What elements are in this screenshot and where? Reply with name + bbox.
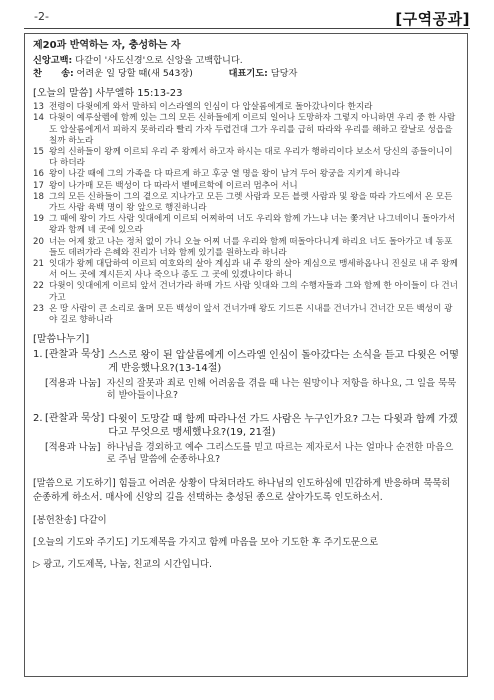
- section-badge: [구역공과]: [395, 10, 470, 28]
- verse-23: [33, 304, 459, 326]
- verse-text: 너는 어제 왔고 나는 정처 없이 가니 오늘 어찌 너를 우리와 함께 떠돌아다니게 하리요 너도 돌아가고 네 동포들도 데려가라 은혜와 진리가 너와 함께 있기를 원하노라 하니라: [49, 236, 453, 258]
- verse-number: 13: [33, 102, 44, 113]
- application-tag: [적용과 나눔]: [45, 377, 101, 389]
- verse-number: 16: [33, 169, 44, 180]
- verse-number: 23: [33, 303, 44, 314]
- verse-15: [33, 147, 459, 169]
- application-tag: [적용과 나눔]: [45, 441, 101, 453]
- observation-tag: [관찰과 묵상]: [45, 348, 105, 360]
- lesson-frame: [24, 33, 468, 677]
- verse-20: [33, 237, 459, 259]
- verse-list: [33, 102, 459, 326]
- closing-prayer-text: 힘들고 어려운 상황이 닥쳐더라도 하나님의 인도하심에 민감하게 반응하며 묵묵히 순종하게 하소서. 매사에 신앙의 길을 선택하는 충성된 종으로 살아가도록 인도하소서.: [33, 477, 451, 503]
- question-number: 2.: [33, 412, 43, 424]
- leader-text: 담당자: [270, 67, 298, 79]
- hymn-row: [33, 68, 459, 80]
- verse-text: 온 땅 사람이 큰 소리로 울며 모든 백성이 앞서 건너가매 왕도 기드론 시내를 건너가니 건너간 모든 백성이 광야 길로 향하니라: [49, 303, 453, 326]
- verse-text: 그 때에 왕이 가드 사람 잇대에게 이르되 어찌하여 너도 우리와 함께 가느냐 너는 쫓겨난 나그네이니 돌아가서 왕과 함께 네 곳에 있으라: [49, 214, 456, 236]
- verse-text: 왕이 나가매 모든 백성이 다 따라서 벧메르학에 이르러 멈추어 서니: [49, 180, 298, 191]
- closing-prayer-label: [말씀으로 기도하기]: [33, 477, 116, 489]
- confession-text: 다같이 '사도신경'으로 신앙을 고백합니다.: [75, 55, 243, 67]
- verse-17: [33, 181, 459, 192]
- verse-text: 왕의 신하들이 왕께 이르되 우리 주 왕께서 하고자 하시는 대로 우리가 행하리이다 보소서 당신의 종들이니이다 하더라: [49, 147, 453, 169]
- application-text: 자신의 잘못과 죄로 인해 어려움을 겪을 때 나는 원망이나 저항을 하나요, 그 일을 묵묵히 받아들이나요?: [106, 377, 457, 402]
- verse-text: 잇대가 왕께 대답하여 이르되 여호와의 살아 계심과 내 주 왕의 살아 계심으로 맹세하옵나니 진실로 내 주 왕께서 어느 곳에 계시든지 사나 죽으나 종도 그 곳에 있겠나이다 하니: [49, 259, 458, 281]
- question-2: [33, 413, 459, 439]
- application-text: 하나님을 경외하고 예수 그리스도를 믿고 따르는 제자로서 나는 얼마나 순전한 마음으로 주님 말씀에 순종하나요?: [106, 441, 454, 466]
- hymn-label: 찬 송:: [33, 67, 74, 79]
- verse-text: 그의 모든 신하들이 그의 곁으로 지나가고 모든 그렛 사람과 모든 블렛 사람과 및 왕을 따라 가드에서 온 모든 가드 사람 육백 명이 왕 앞으로 행진하니라: [49, 191, 453, 214]
- announcements-text: 광고, 기도제목, 나눔, 친교의 시간입니다.: [43, 559, 212, 571]
- verse-19: [33, 214, 459, 236]
- application-2: [45, 442, 459, 467]
- reading-header: [33, 88, 459, 100]
- application-1: [45, 378, 459, 403]
- page-number: -2-: [34, 10, 49, 23]
- verse-number: 19: [33, 214, 44, 225]
- top-rule: [24, 28, 470, 29]
- verse-number: 15: [33, 147, 44, 157]
- verse-number: 14: [33, 113, 44, 124]
- confession-label: 신앙고백:: [33, 55, 73, 67]
- question-1: [33, 349, 459, 375]
- reading-label: [오늘의 말씀]: [33, 87, 93, 99]
- lesson-title: 제20과 반역하는 자, 충성하는 자: [33, 40, 181, 51]
- question-text: 스스로 왕이 된 압살롬에게 이스라엘 인심이 돌아갔다는 소식을 듣고 다윗은 어떻게 반응했나요?(13-14절): [108, 349, 459, 374]
- verse-text: 다윗이 잇대에게 이르되 앞서 건너가라 하매 가드 사람 잇대와 그의 수행자들과 그와 함께 한 아이들이 다 건너가고: [49, 281, 458, 303]
- verse-18: [33, 192, 459, 214]
- offering-text: 다같이: [79, 514, 107, 526]
- leader-label: 대표기도:: [228, 67, 268, 79]
- verse-number: 22: [33, 281, 44, 292]
- observation-tag: [관찰과 묵상]: [45, 412, 105, 424]
- verse-text: 왕이 나갈 때에 그의 가족을 다 따르게 하고 후궁 열 명을 왕이 남겨 두어 왕궁을 지키게 하니라: [49, 169, 400, 180]
- question-number: 1.: [33, 348, 43, 360]
- verse-text: 전령이 다윗에게 와서 말하되 이스라엘의 인심이 다 압살롬에게로 돌아갔나이다 한지라: [49, 102, 373, 113]
- verse-22: [33, 281, 459, 303]
- announcements-row: [33, 559, 459, 571]
- hymn-text: 어려운 일 당할 때(새 543장): [76, 67, 193, 79]
- verse-13: [33, 102, 459, 113]
- verse-number: 18: [33, 191, 44, 202]
- verse-number: 21: [33, 259, 44, 270]
- lords-prayer-text: 기도제목을 가지고 함께 마음을 모아 기도한 후 주기도문으로: [130, 536, 379, 548]
- verse-21: [33, 259, 459, 281]
- offering-row: [33, 515, 459, 527]
- verse-number: 20: [33, 236, 44, 247]
- confession-row: [33, 55, 459, 67]
- discussion-label: [말씀나누기]: [33, 334, 90, 346]
- lords-prayer-row: [33, 537, 459, 549]
- lords-prayer-label: [오늘의 기도와 주기도]: [33, 536, 128, 548]
- verse-14: [33, 113, 459, 147]
- closing-prayer: [33, 477, 459, 505]
- triangle-right-icon: ▷: [33, 559, 41, 571]
- reading-reference: 사무엘하 15:13-23: [95, 87, 183, 99]
- verse-16: [33, 169, 459, 180]
- question-text: 다윗이 도망갈 때 함께 따라나선 가드 사람은 누구인가요? 그는 다윗과 함께 가겠다고 무엇으로 맹세했나요?(19, 21절): [108, 413, 458, 438]
- verse-text: 다윗이 예루살렘에 함께 있는 그의 모든 신하들에게 이르되 일어나 도망하자 그렇지 아니하면 우리 중 한 사람도 압살롬에게서 피하지 못하리라 빨리 가자 두렵건대 그가 우리를 급히 따라와 우리를 해하고 칼날로 성읍을 칠까 하노라: [49, 113, 456, 146]
- offering-label: [봉헌찬송]: [33, 514, 77, 526]
- verse-number: 17: [33, 180, 44, 191]
